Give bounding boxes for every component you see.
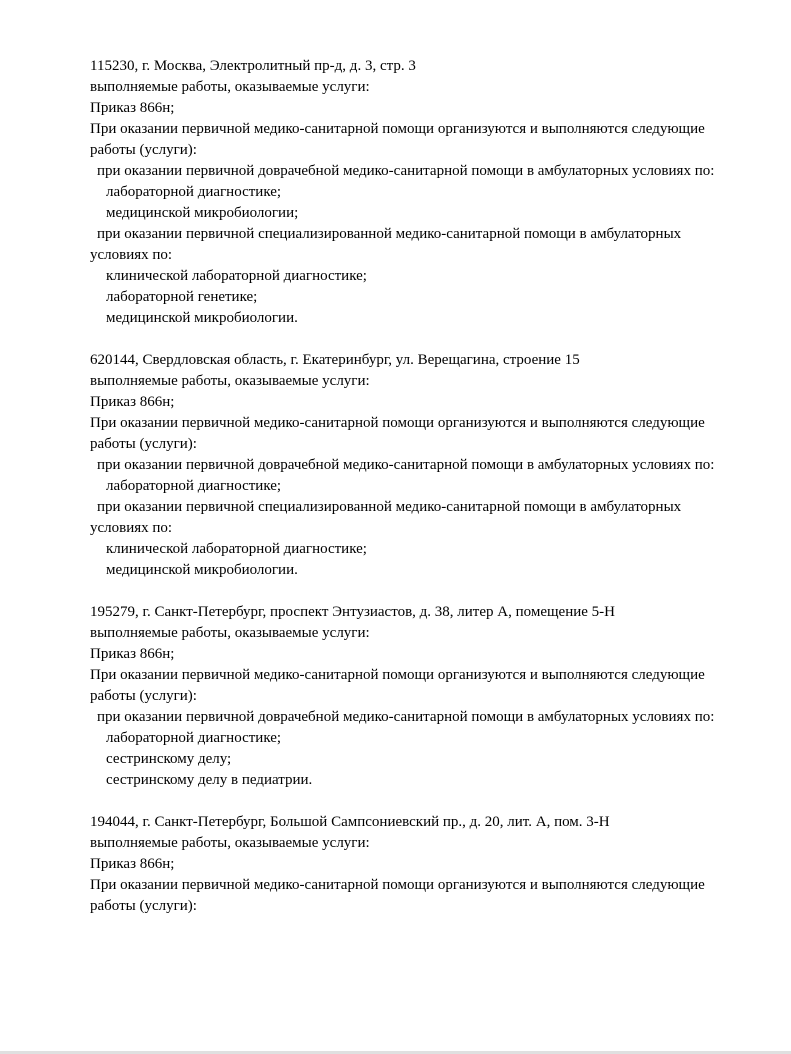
address-line: 620144, Свердловская область, г. Екатеринбург, ул. Верещагина, строение 15	[90, 352, 580, 368]
works-label: выполняемые работы, оказываемые услуги:	[90, 835, 370, 851]
service-item: сестринскому делу в педиатрии.	[106, 772, 313, 788]
address-block	[90, 812, 741, 917]
service-item: лабораторной генетике;	[106, 289, 258, 305]
works-label: выполняемые работы, оказываемые услуги:	[90, 373, 370, 389]
service-item: лабораторной диагностике;	[106, 478, 282, 494]
service-item: при оказании первичной специализированной медико-санитарной помощи в амбулаторных условиях по:	[90, 499, 682, 536]
service-item: при оказании первичной доврачебной медико-санитарной помощи в амбулаторных условиях по:	[97, 457, 715, 473]
order-reference: Приказ 866н;	[90, 394, 175, 410]
service-item: при оказании первичной доврачебной медико-санитарной помощи в амбулаторных условиях по:	[97, 163, 715, 179]
lead-paragraph: При оказании первичной медико-санитарной помощи организуются и выполняются следующие работы (услуги):	[90, 121, 705, 158]
address-line: 115230, г. Москва, Электролитный пр-д, д. 3, стр. 3	[90, 58, 416, 74]
service-item: при оказании первичной специализированной медико-санитарной помощи в амбулаторных условиях по:	[90, 226, 682, 263]
service-item: лабораторной диагностике;	[106, 730, 282, 746]
service-item: клинической лабораторной диагностике;	[106, 268, 367, 284]
services-list	[90, 161, 741, 329]
order-reference: Приказ 866н;	[90, 856, 175, 872]
service-item: сестринскому делу;	[106, 751, 232, 767]
service-item: медицинской микробиологии.	[106, 310, 298, 326]
address-line: 195279, г. Санкт-Петербург, проспект Энтузиастов, д. 38, литер А, помещение 5-Н	[90, 604, 615, 620]
service-item: клинической лабораторной диагностике;	[106, 541, 367, 557]
address-block	[90, 602, 741, 791]
service-item: медицинской микробиологии.	[106, 562, 298, 578]
address-block	[90, 56, 741, 329]
lead-paragraph: При оказании первичной медико-санитарной помощи организуются и выполняются следующие работы (услуги):	[90, 415, 705, 452]
address-block	[90, 350, 741, 581]
license-works-document	[90, 56, 741, 938]
service-item: лабораторной диагностике;	[106, 184, 282, 200]
lead-paragraph: При оказании первичной медико-санитарной помощи организуются и выполняются следующие работы (услуги):	[90, 877, 705, 914]
service-item: при оказании первичной доврачебной медико-санитарной помощи в амбулаторных условиях по:	[97, 709, 715, 725]
lead-paragraph: При оказании первичной медико-санитарной помощи организуются и выполняются следующие работы (услуги):	[90, 667, 705, 704]
order-reference: Приказ 866н;	[90, 646, 175, 662]
services-list	[90, 455, 741, 581]
order-reference: Приказ 866н;	[90, 100, 175, 116]
service-item: медицинской микробиологии;	[106, 205, 299, 221]
services-list	[90, 707, 741, 791]
address-line: 194044, г. Санкт-Петербург, Большой Сампсониевский пр., д. 20, лит. А, пом. 3-Н	[90, 814, 610, 830]
works-label: выполняемые работы, оказываемые услуги:	[90, 625, 370, 641]
works-label: выполняемые работы, оказываемые услуги:	[90, 79, 370, 95]
